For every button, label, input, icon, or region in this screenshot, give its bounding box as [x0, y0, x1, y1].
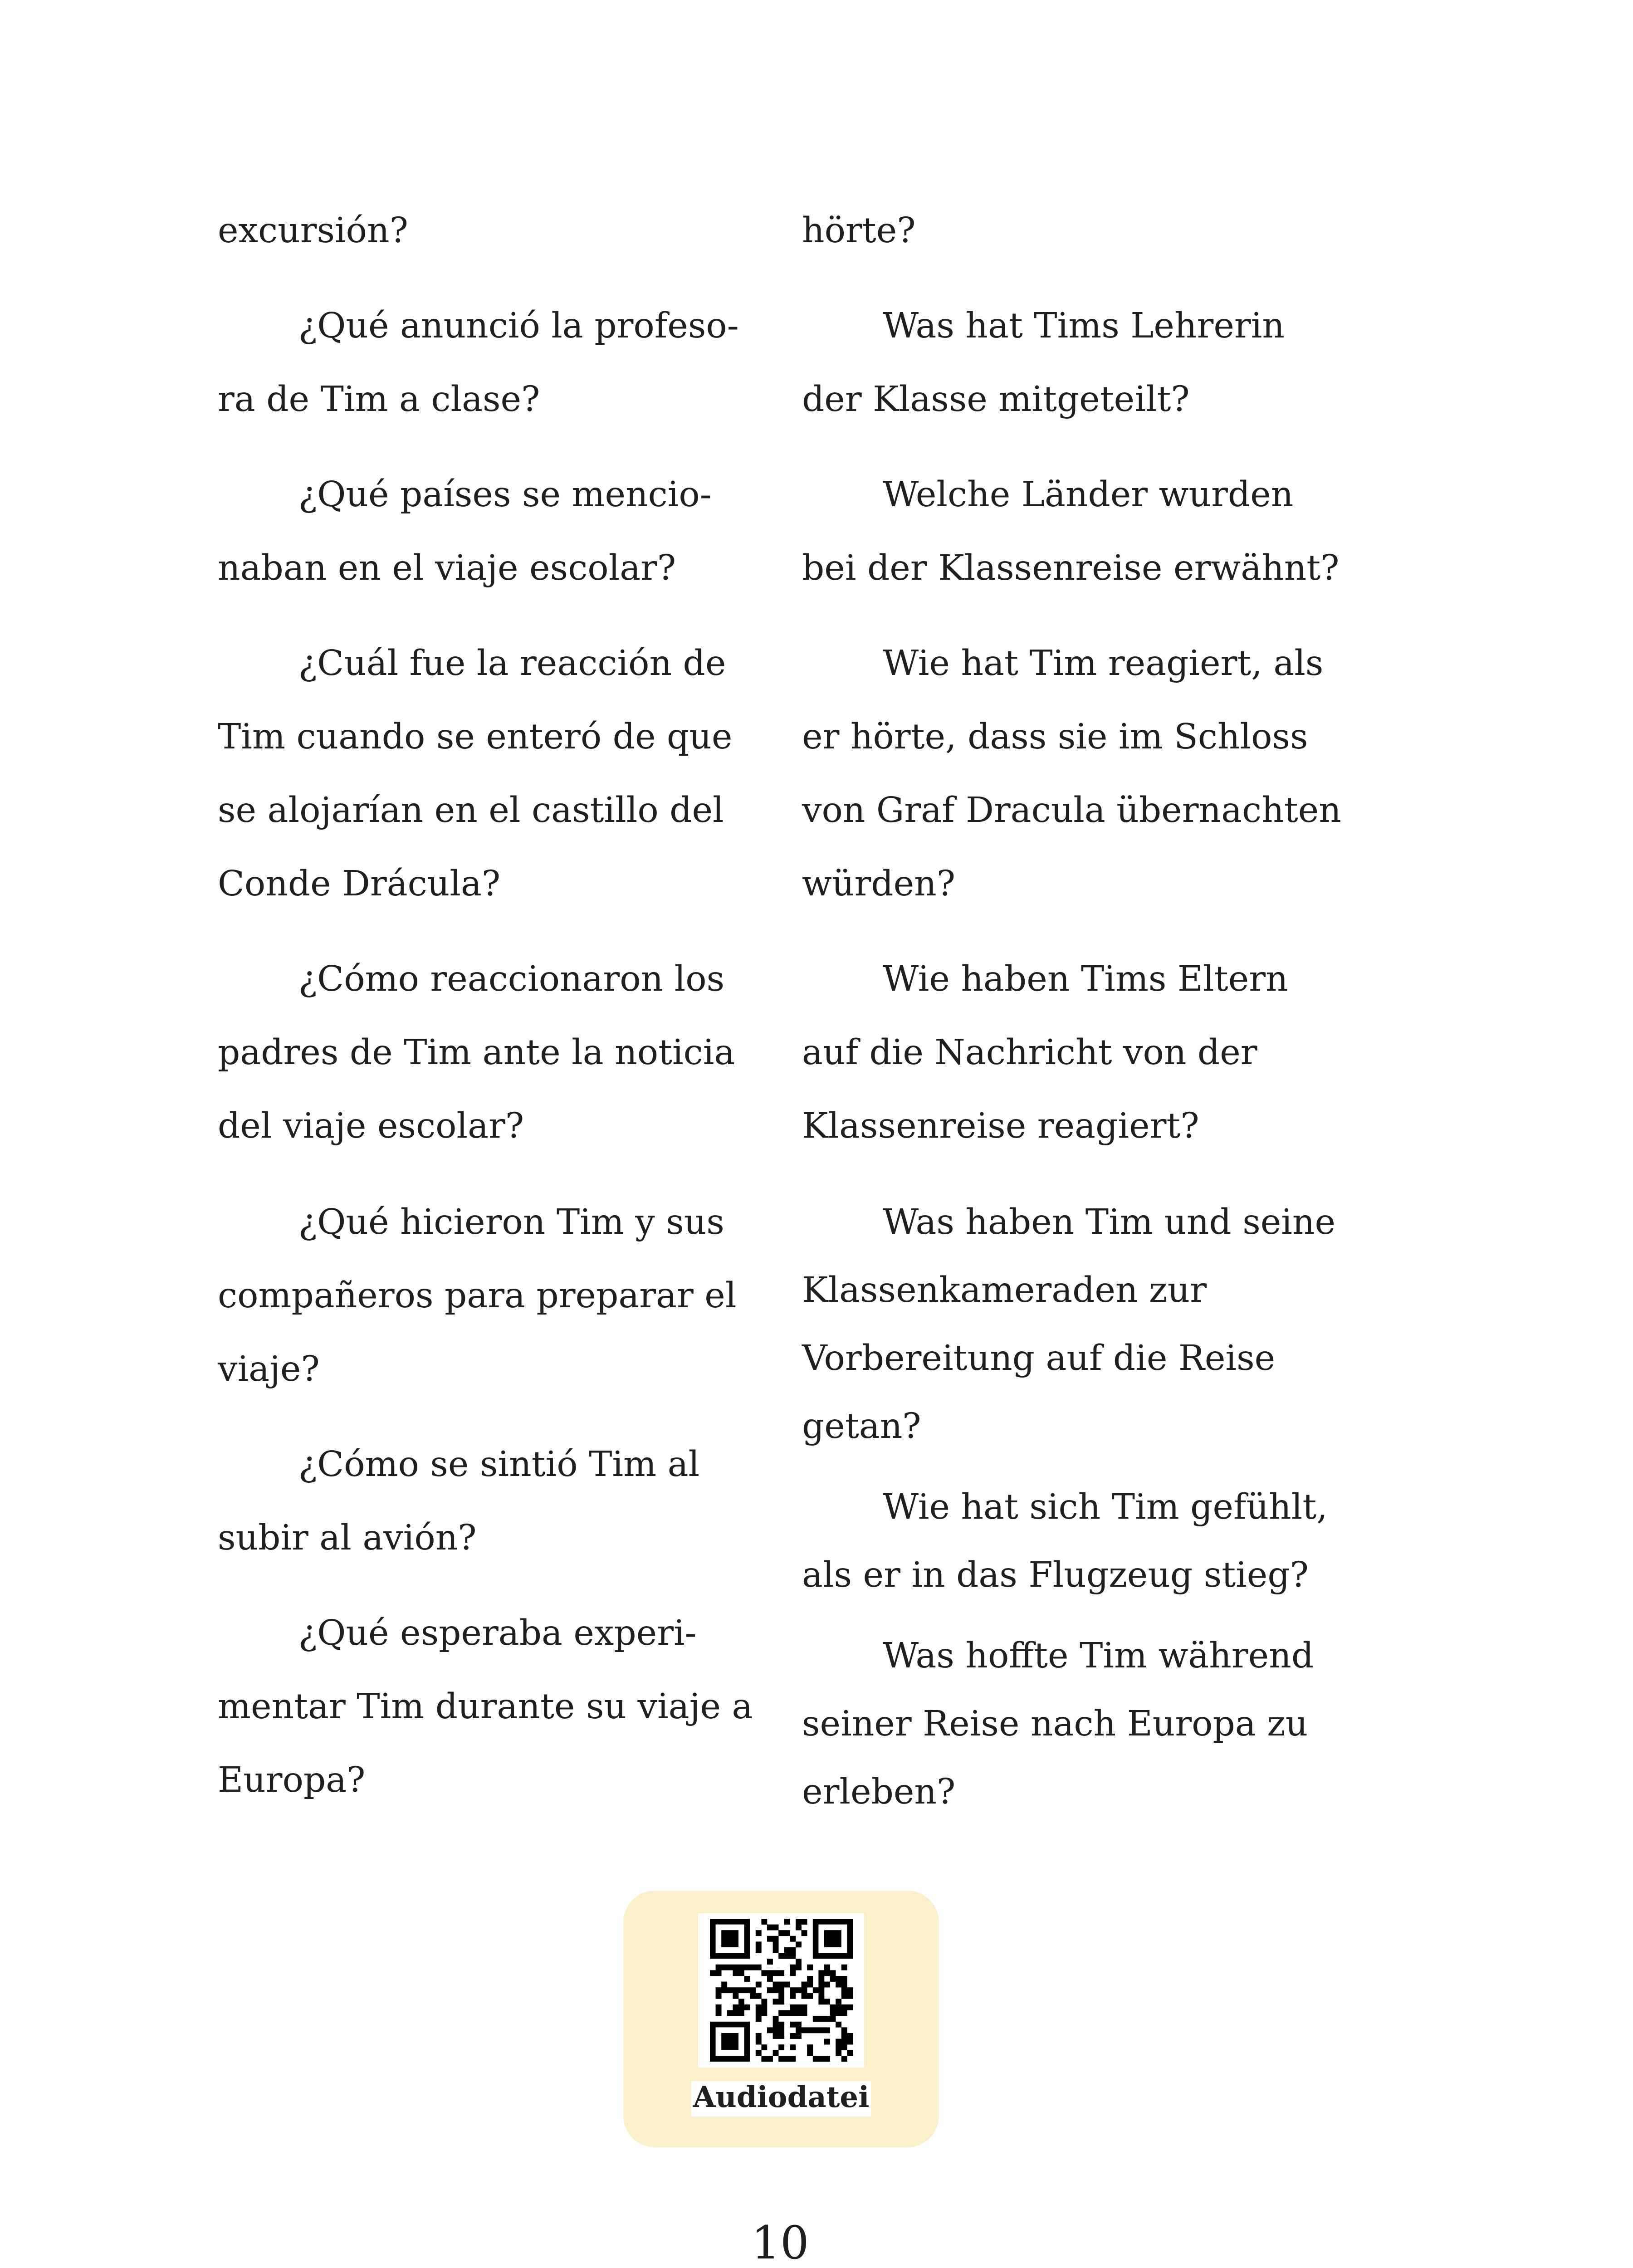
text-line: bei der Klassenreise erwähnt?	[802, 548, 1340, 588]
text-line: ¿Qué anunció la profeso-	[298, 306, 739, 346]
text-line: Conde Drácula?	[218, 864, 501, 904]
qr-code-icon[interactable]	[698, 1913, 864, 2068]
text-line: ¿Cómo reaccionaron los	[298, 959, 725, 999]
text-line: ¿Qué hicieron Tim y sus	[298, 1202, 724, 1242]
text-line: ¿Qué países se mencio-	[298, 474, 712, 515]
text-line: erleben?	[802, 1772, 956, 1812]
text-line: Was haben Tim und seine	[883, 1202, 1336, 1242]
text-line: Welche Länder wurden	[883, 474, 1294, 515]
text-line: mentar Tim durante su viaje a	[218, 1686, 753, 1727]
text-line: compañeros para preparar el	[218, 1276, 737, 1316]
text-line: Vorbereitung auf die Reise	[802, 1338, 1276, 1378]
text-line: würden?	[802, 864, 956, 904]
text-line: hörte?	[802, 210, 916, 251]
text-line: padres de Tim ante la noticia	[218, 1032, 735, 1073]
text-line: excursión?	[218, 210, 408, 251]
text-line: ¿Cuál fue la reacción de	[298, 643, 726, 684]
audio-file-label: Audiodatei	[691, 2081, 871, 2116]
text-line: Klassenreise reagiert?	[802, 1106, 1199, 1146]
audio-file-box[interactable]	[623, 1891, 939, 2147]
text-line: Klassenkameraden zur	[802, 1270, 1207, 1310]
page-number: 10	[751, 2216, 809, 2268]
text-line: Wie haben Tims Eltern	[883, 959, 1288, 999]
text-line: ra de Tim a clase?	[218, 379, 540, 420]
text-line: naban en el viaje escolar?	[218, 548, 676, 588]
text-line: als er in das Flugzeug stieg?	[802, 1555, 1309, 1595]
text-line: Was hat Tims Lehrerin	[883, 306, 1285, 346]
text-line: der Klasse mitgeteilt?	[802, 379, 1190, 420]
text-line: auf die Nachricht von der	[802, 1032, 1257, 1073]
text-line: getan?	[802, 1406, 921, 1447]
text-line: del viaje escolar?	[218, 1106, 524, 1146]
text-line: subir al avión?	[218, 1518, 477, 1558]
text-line: se alojarían en el castillo del	[218, 790, 724, 831]
text-line: ¿Qué esperaba experi-	[298, 1613, 697, 1653]
text-line: seiner Reise nach Europa zu	[802, 1704, 1308, 1744]
text-line: Wie hat sich Tim gefühlt,	[883, 1487, 1328, 1527]
text-line: Europa?	[218, 1760, 366, 1800]
text-line: viaje?	[218, 1349, 320, 1389]
text-line: von Graf Dracula übernachten	[802, 790, 1341, 831]
text-line: Wie hat Tim reagiert, als	[883, 643, 1324, 684]
text-line: Was hoffte Tim während	[883, 1636, 1314, 1676]
text-line: Tim cuando se enteró de que	[218, 717, 733, 757]
text-line: ¿Cómo se sintió Tim al	[298, 1444, 700, 1485]
text-line: er hörte, dass sie im Schloss	[802, 717, 1308, 757]
